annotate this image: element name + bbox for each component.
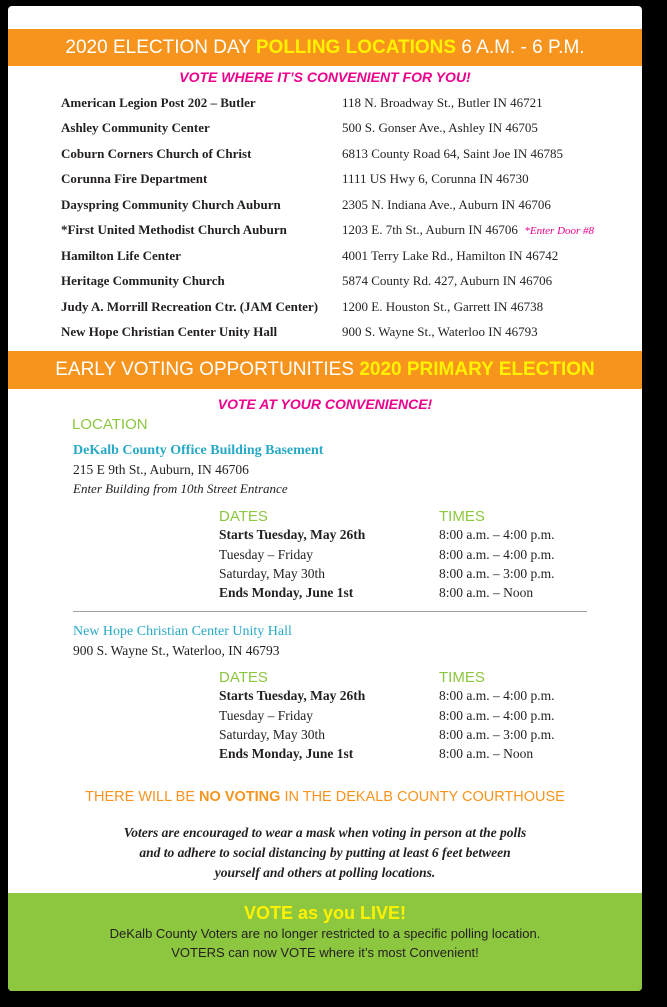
- mask-notice: [8, 823, 642, 883]
- polling-location-name: Heritage Community Church: [61, 273, 225, 288]
- schedule-time: 8:00 a.m. – 3:00 p.m.: [439, 727, 555, 742]
- polling-location-name: New Hope Christian Center Unity Hall: [61, 324, 278, 339]
- times-label: TIMES: [439, 669, 485, 686]
- polling-location-name: Dayspring Community Church Auburn: [61, 197, 281, 212]
- mask-notice-line: yourself and others at polling locations.: [214, 865, 436, 880]
- schedule-date: Saturday, May 30th: [219, 566, 325, 581]
- polling-location-row: [61, 146, 631, 168]
- footer-line-1: DeKalb County Voters are no longer restricted to a specific polling location.: [109, 926, 541, 941]
- polling-location-row: [61, 248, 631, 270]
- polling-location-address: 1111 US Hwy 6, Corunna IN 46730: [342, 171, 529, 186]
- polling-location-row: [61, 299, 631, 321]
- schedule-time: 8:00 a.m. – Noon: [439, 585, 534, 600]
- polling-location-address: 900 S. Wayne St., Waterloo IN 46793: [342, 324, 538, 339]
- schedule-date: Ends Monday, June 1st: [219, 746, 354, 761]
- polling-location-name: Hamilton Life Center: [61, 248, 181, 263]
- times-label: TIMES: [439, 508, 485, 525]
- site-divider: [73, 611, 587, 612]
- schedule-time: 8:00 a.m. – 3:00 p.m.: [439, 566, 555, 581]
- schedule-date: Tuesday – Friday: [219, 547, 314, 562]
- polling-location-address: 118 N. Broadway St., Butler IN 46721: [342, 95, 543, 110]
- polling-location-name: Corunna Fire Department: [61, 171, 208, 186]
- polling-location-address: 2305 N. Indiana Ave., Auburn IN 46706: [342, 197, 551, 212]
- polling-location-row: [61, 324, 631, 346]
- early-voting-header-pre: EARLY VOTING OPPORTUNITIES: [55, 359, 355, 380]
- polling-location-address: 5874 County Rd. 427, Auburn IN 46706: [342, 273, 553, 288]
- polling-location-name: Judy A. Morrill Recreation Ctr. (JAM Center): [61, 299, 319, 314]
- polling-location-address: 4001 Terry Lake Rd., Hamilton IN 46742: [342, 248, 559, 263]
- polling-location-name: Ashley Community Center: [61, 120, 210, 135]
- election-day-header-post: 6 A.M. - 6 P.M.: [461, 37, 585, 58]
- polling-location-address-text: 1203 E. 7th St., Auburn IN 46706: [342, 222, 518, 237]
- early-voting-site-name: DeKalb County Office Building Basement: [73, 443, 324, 458]
- schedule-time: 8:00 a.m. – 4:00 p.m.: [439, 527, 555, 542]
- footer-line-2: VOTERS can now VOTE where it’s most Convenient!: [171, 945, 479, 960]
- footer-banner: [8, 893, 642, 991]
- schedule-date: Tuesday – Friday: [219, 708, 314, 723]
- early-voting-site-address: 215 E 9th St., Auburn, IN 46706: [73, 462, 249, 477]
- schedule-time: 8:00 a.m. – 4:00 p.m.: [439, 547, 555, 562]
- polling-location-row: [61, 222, 631, 244]
- polling-location-address: [342, 222, 594, 238]
- courthouse-notice-bold: NO VOTING: [199, 789, 281, 805]
- footer-title: VOTE as you LIVE!: [243, 903, 407, 923]
- early-voting-site-name: New Hope Christian Center Unity Hall: [73, 624, 292, 639]
- polling-location-name: American Legion Post 202 – Butler: [61, 95, 256, 110]
- polling-location-row: [61, 197, 631, 219]
- entrance-note: *Enter Door #8: [524, 225, 595, 237]
- courthouse-notice: [8, 789, 642, 805]
- election-day-subheader: VOTE WHERE IT’S CONVENIENT FOR YOU!: [179, 69, 471, 85]
- mask-notice-line: Voters are encouraged to wear a mask when voting in person at the polls: [123, 825, 527, 840]
- early-voting-site-entrance: Enter Building from 10th Street Entrance: [73, 481, 288, 496]
- early-voting-subheader: VOTE AT YOUR CONVENIENCE!: [217, 396, 433, 412]
- polling-location-row: [61, 171, 631, 193]
- polling-location-name: *First United Methodist Church Auburn: [61, 222, 287, 237]
- mask-notice-line: and to adhere to social distancing by putting at least 6 feet between: [139, 845, 511, 860]
- election-day-header-pre: 2020 ELECTION DAY: [65, 37, 251, 58]
- polling-location-row: [61, 120, 631, 142]
- dates-label: DATES: [219, 508, 268, 525]
- location-label: LOCATION: [72, 416, 148, 433]
- schedule-date: Ends Monday, June 1st: [219, 585, 354, 600]
- polling-location-address: 500 S. Gonser Ave., Ashley IN 46705: [342, 120, 538, 135]
- early-voting-header: [8, 351, 642, 389]
- election-day-header-highlight: POLLING LOCATIONS: [255, 37, 457, 58]
- polling-location-row: [61, 273, 631, 295]
- schedule-date: Starts Tuesday, May 26th: [219, 527, 366, 542]
- early-voting-header-highlight: 2020 PRIMARY ELECTION: [359, 359, 595, 380]
- schedule-date: Saturday, May 30th: [219, 727, 325, 742]
- polling-location-name: Coburn Corners Church of Christ: [61, 146, 252, 161]
- election-day-header: [8, 29, 642, 66]
- schedule-time: 8:00 a.m. – 4:00 p.m.: [439, 708, 555, 723]
- courthouse-notice-pre: THERE WILL BE: [85, 789, 196, 805]
- dates-label: DATES: [219, 669, 268, 686]
- schedule-date: Starts Tuesday, May 26th: [219, 688, 366, 703]
- polling-location-address: 1200 E. Houston St., Garrett IN 46738: [342, 299, 544, 314]
- schedule-time: 8:00 a.m. – 4:00 p.m.: [439, 688, 555, 703]
- early-voting-site-address: 900 S. Wayne St., Waterloo, IN 46793: [73, 643, 280, 658]
- schedule-time: 8:00 a.m. – Noon: [439, 746, 534, 761]
- flyer-card: [8, 6, 642, 991]
- polling-location-row: [61, 95, 631, 117]
- courthouse-notice-post: IN THE DEKALB COUNTY COURTHOUSE: [284, 789, 565, 805]
- polling-location-address: 6813 County Road 64, Saint Joe IN 46785: [342, 146, 563, 161]
